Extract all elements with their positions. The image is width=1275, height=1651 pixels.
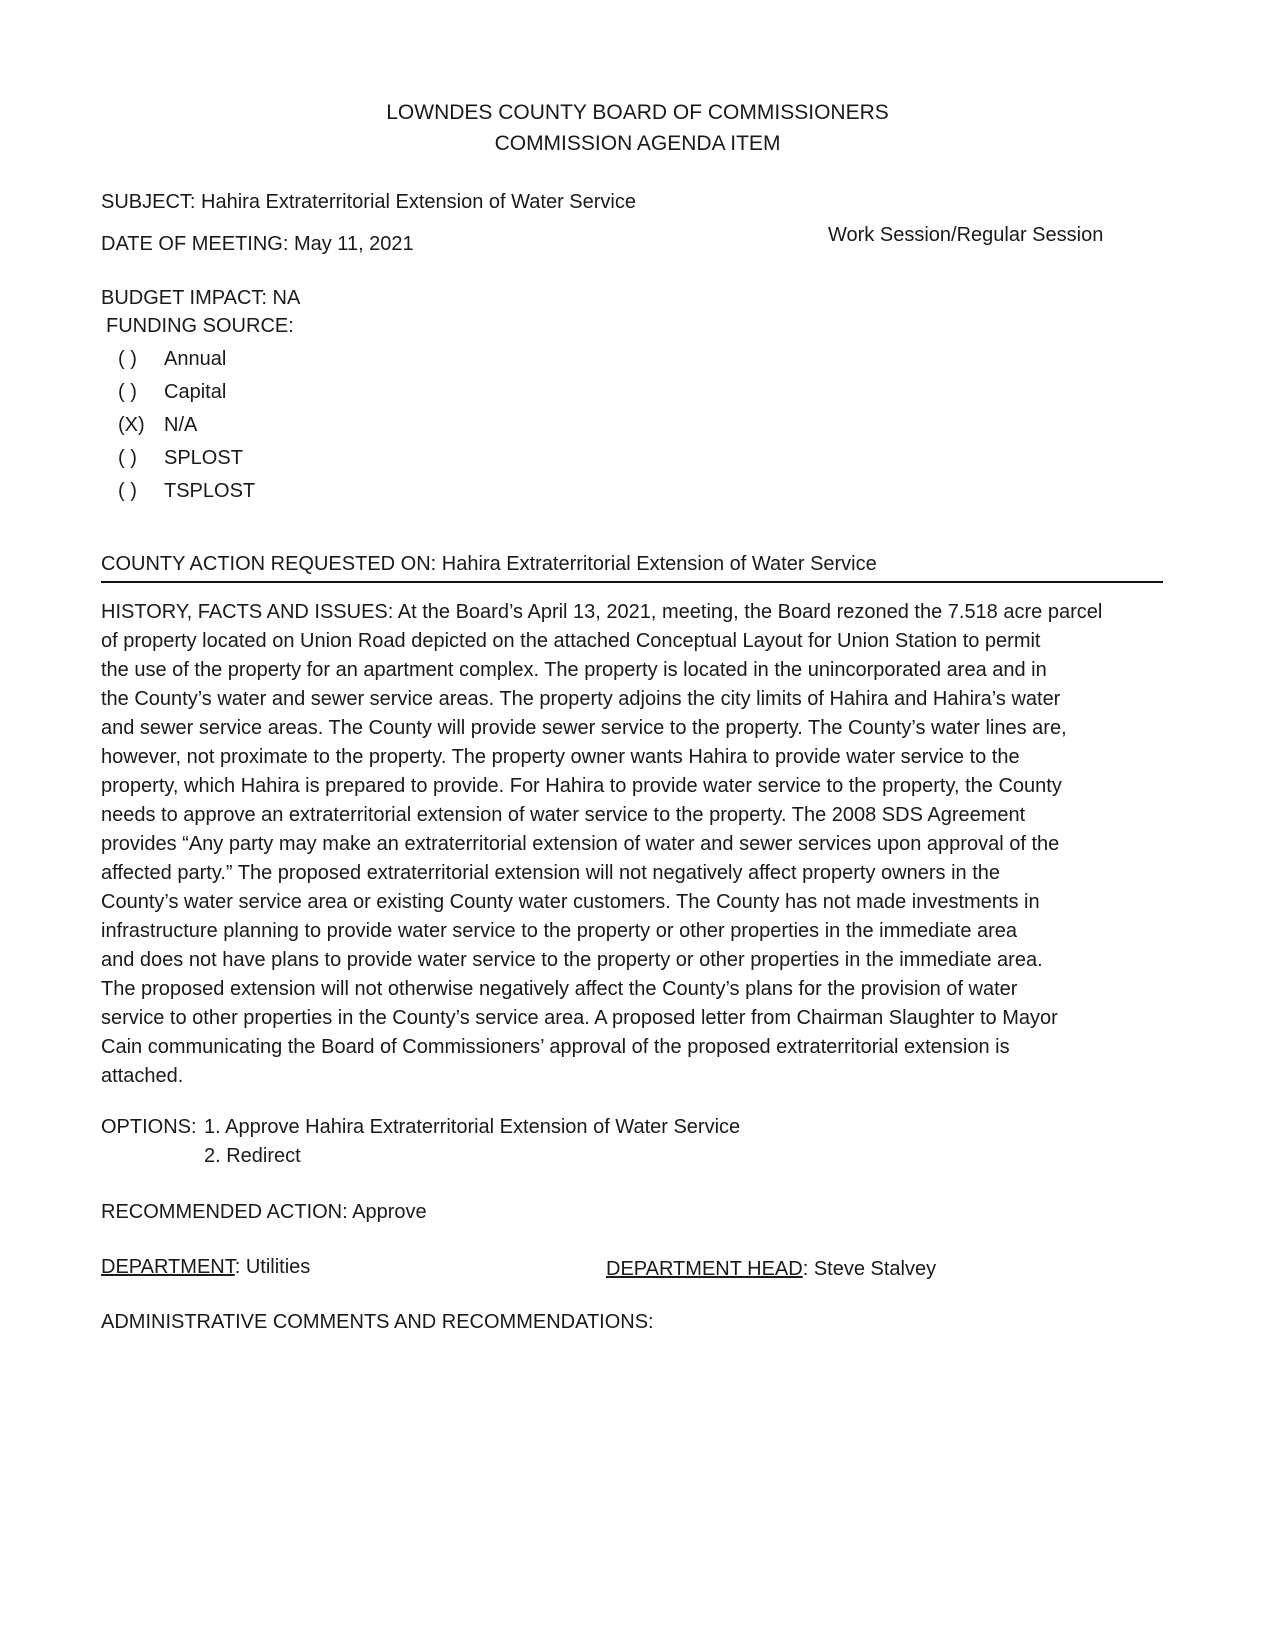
- department-head: [606, 1255, 936, 1283]
- section-divider: [101, 581, 1163, 583]
- subject-line: SUBJECT: Hahira Extraterritorial Extension of Water Service: [101, 191, 636, 213]
- funding-option-capital: [118, 378, 226, 406]
- session-type: Work Session/Regular Session: [828, 224, 1104, 246]
- option-redirect: 2. Redirect: [204, 1145, 301, 1167]
- funding-option-annual: [118, 345, 226, 373]
- date-of-meeting: DATE OF MEETING: May 11, 2021: [101, 233, 414, 255]
- history-line: service to other properties in the County’s service area. A proposed letter from Chairman Slaughter to Mayor: [101, 1007, 1058, 1029]
- history-line: HISTORY, FACTS AND ISSUES: At the Board’s April 13, 2021, meeting, the Board rezoned the 7.518 acre parcel: [101, 601, 1103, 623]
- funding-mark: ( ): [118, 447, 137, 469]
- county-action-requested: COUNTY ACTION REQUESTED ON: Hahira Extraterritorial Extension of Water Service: [101, 553, 877, 575]
- funding-label: SPLOST: [164, 447, 243, 469]
- funding-mark: (X): [118, 414, 145, 436]
- header-title: LOWNDES COUNTY BOARD OF COMMISSIONERS: [386, 101, 889, 124]
- funding-mark: ( ): [118, 480, 137, 502]
- history-line: however, not proximate to the property. The property owner wants Hahira to provide water service to the: [101, 746, 1020, 768]
- department-head-label: DEPARTMENT HEAD: [606, 1258, 803, 1280]
- department: [101, 1253, 310, 1281]
- history-line: and sewer service areas. The County will provide sewer service to the property. The County’s water lines are,: [101, 717, 1067, 739]
- history-line: County’s water service area or existing County water customers. The County has not made investments in: [101, 891, 1040, 913]
- history-line: Cain communicating the Board of Commissioners’ approval of the proposed extraterritorial extension is: [101, 1036, 1010, 1058]
- history-line: and does not have plans to provide water service to the property or other properties in the immediate area.: [101, 949, 1043, 971]
- department-label: DEPARTMENT: [101, 1256, 235, 1278]
- history-line: of property located on Union Road depicted on the attached Conceptual Layout for Union Station to permit: [101, 630, 1041, 652]
- funding-label: Capital: [164, 381, 227, 403]
- options-label: OPTIONS:: [101, 1116, 197, 1138]
- department-head-value: : Steve Stalvey: [802, 1258, 937, 1280]
- history-line: the use of the property for an apartment complex. The property is located in the unincorporated area and in: [101, 659, 1047, 681]
- history-line: infrastructure planning to provide water service to the property or other properties in the immediate area: [101, 920, 1018, 942]
- budget-impact: BUDGET IMPACT: NA: [101, 287, 301, 309]
- history-line: attached.: [101, 1065, 184, 1087]
- funding-label: Annual: [164, 348, 227, 370]
- funding-option-tsplost: [118, 477, 255, 505]
- recommended-action: RECOMMENDED ACTION: Approve: [101, 1201, 427, 1223]
- history-line: the County’s water and sewer service areas. The property adjoins the city limits of Hahira and Hahira’s water: [101, 688, 1061, 710]
- option-approve: 1. Approve Hahira Extraterritorial Extension of Water Service: [204, 1116, 741, 1138]
- funding-mark: ( ): [118, 348, 137, 370]
- header-subtitle: COMMISSION AGENDA ITEM: [494, 132, 781, 155]
- funding-source-label: FUNDING SOURCE:: [106, 315, 294, 337]
- history-line: property, which Hahira is prepared to provide. For Hahira to provide water service to the property, the County: [101, 775, 1062, 797]
- history-line: needs to approve an extraterritorial extension of water service to the property. The 2008 SDS Agreement: [101, 804, 1026, 826]
- history-facts-issues: [101, 598, 1171, 1091]
- administrative-comments: ADMINISTRATIVE COMMENTS AND RECOMMENDATIONS:: [101, 1311, 654, 1333]
- history-line: The proposed extension will not otherwise negatively affect the County’s plans for the provision of water: [101, 978, 1018, 1000]
- history-line: provides “Any party may make an extraterritorial extension of water and sewer services upon approval of the: [101, 833, 1060, 855]
- history-line: affected party.” The proposed extraterritorial extension will not negatively affect property owners in the: [101, 862, 1001, 884]
- department-value: : Utilities: [234, 1256, 311, 1278]
- funding-mark: ( ): [118, 381, 137, 403]
- funding-option-na: [118, 411, 197, 439]
- funding-label: N/A: [164, 414, 198, 436]
- funding-label: TSPLOST: [164, 480, 256, 502]
- funding-option-splost: [118, 444, 243, 472]
